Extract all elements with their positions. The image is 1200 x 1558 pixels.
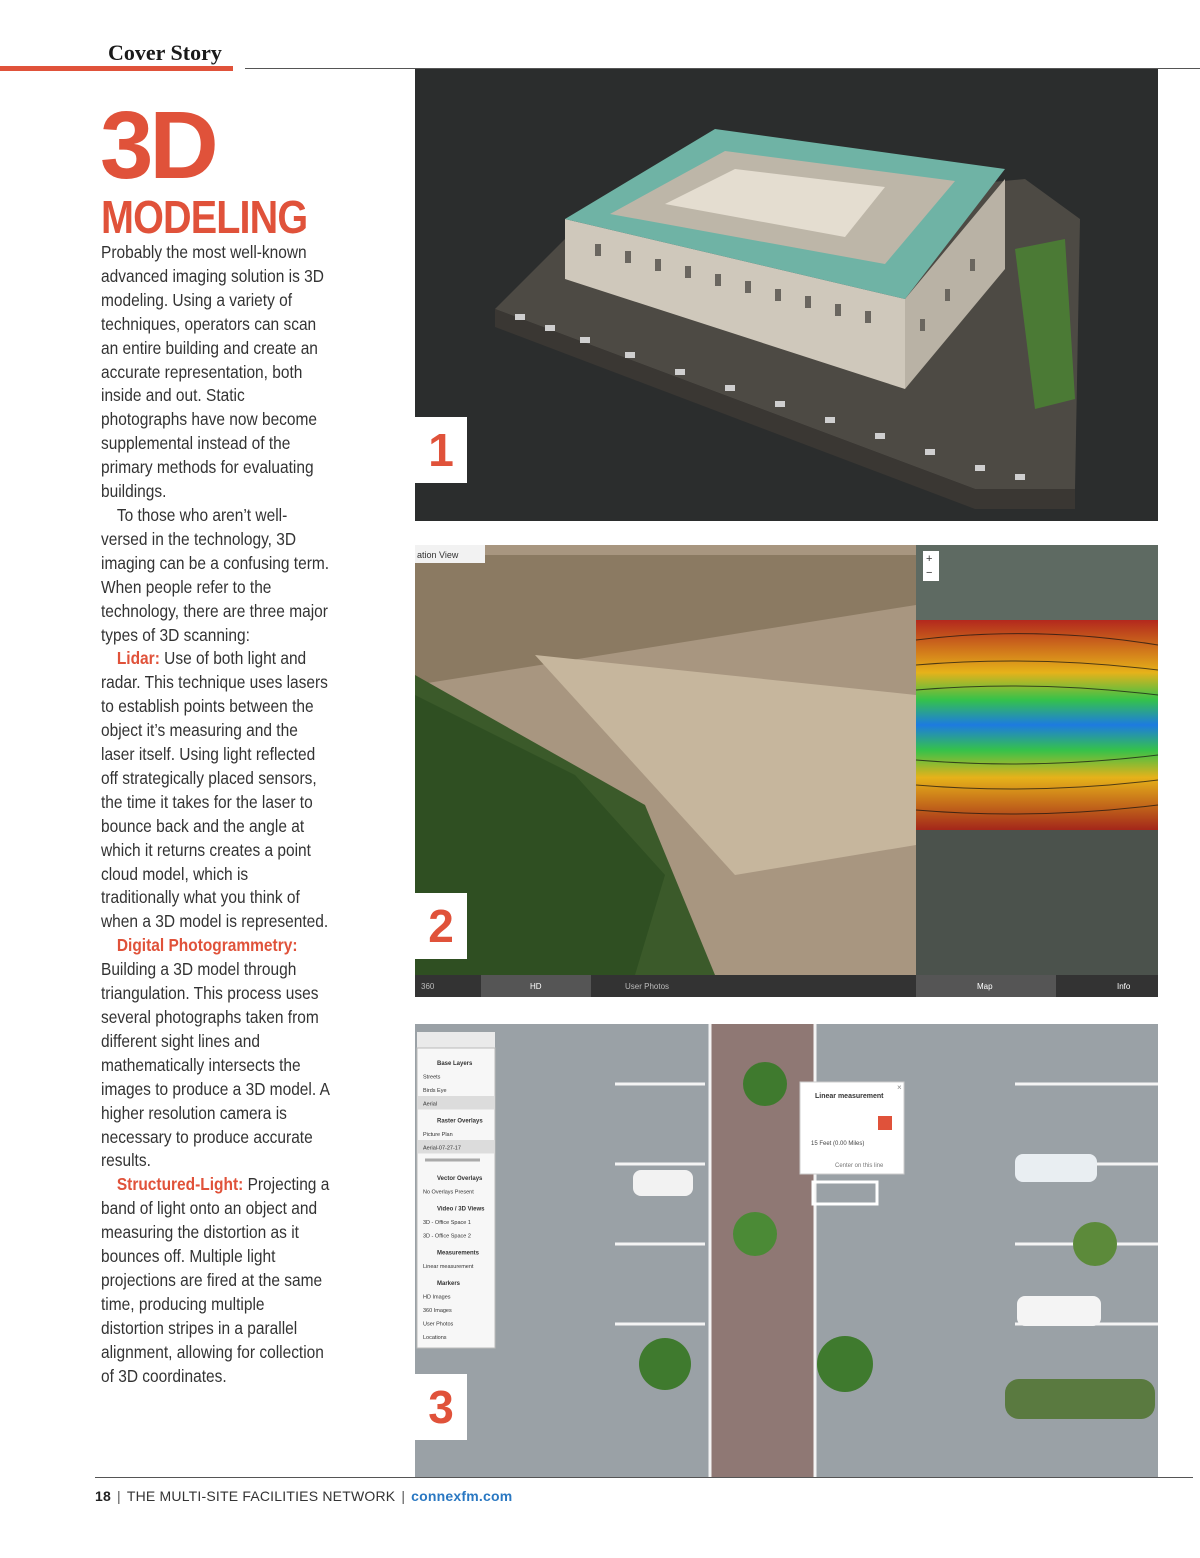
paragraph-intro: Probably the most well-known advanced imaging solution is 3D modeling. Using a variety of techniques, operators can scan an entire building and create an accurate representation, both inside and out. Static photographs have now become supplemental instead of the primary methods for evaluating buildings.	[101, 242, 324, 502]
tab-360[interactable]: 360	[421, 982, 435, 991]
panel-section-header: Video / 3D Views	[437, 1206, 485, 1213]
elevation-illustration	[415, 545, 1158, 997]
parking-map-illustration	[415, 1024, 1158, 1478]
tab-hd[interactable]: HD	[530, 982, 542, 991]
panel-layer-item[interactable]: No Overlays Present	[423, 1189, 474, 1196]
page-number: 18	[95, 1488, 111, 1504]
term-structured-light: Structured-Light:	[116, 1174, 244, 1195]
panel-section-header: Measurements	[437, 1250, 480, 1257]
accent-rule	[0, 66, 233, 71]
panel-section-header: Vector Overlays	[437, 1176, 483, 1182]
paragraph-structured-light	[101, 1173, 330, 1388]
figure-3-parking-map	[415, 1024, 1158, 1478]
panel-layer-item[interactable]: 360 Images	[423, 1308, 452, 1314]
panel-section-header: Markers	[437, 1281, 461, 1287]
popup-measurement-value: 15 Feet (0.00 Miles)	[811, 1141, 865, 1147]
building-model-illustration	[415, 69, 1158, 521]
figure-3-number: 3	[415, 1374, 467, 1440]
panel-layer-item[interactable]: 3D - Office Space 2	[423, 1233, 471, 1240]
footer-separator: |	[401, 1488, 406, 1504]
zoom-out-button[interactable]: −	[926, 567, 933, 579]
panel-layer-item[interactable]: Streets	[423, 1074, 441, 1081]
term-lidar: Lidar:	[116, 648, 160, 669]
section-label: Cover Story	[108, 40, 222, 65]
term-photogrammetry: Digital Photogrammetry:	[116, 935, 298, 956]
opacity-slider[interactable]	[425, 1159, 480, 1162]
panel-section-header: Raster Overlays	[437, 1118, 483, 1125]
panel-layer-item[interactable]: Aerial	[423, 1101, 438, 1108]
paragraph-lidar	[101, 647, 330, 934]
panel-layer-item[interactable]: Locations	[423, 1335, 447, 1341]
zoom-in-button[interactable]: +	[926, 553, 933, 565]
publication-name: THE MULTI-SITE FACILITIES NETWORK	[126, 1488, 396, 1504]
panel-layer-item[interactable]: Aerial-07-27-17	[423, 1145, 461, 1152]
panel-section-header: Base Layers	[437, 1061, 473, 1067]
headline-3d: 3D	[100, 92, 215, 199]
lidar-text: Use of both light and radar. This technique uses lasers to establish points between the object it’s measuring and the laser itself. Using light reflected off strategically placed sensors, the time it takes for the laser to bounce back and the angle at which it returns creates a point cloud model, which is traditionally what you think of when a 3D model is represented.	[101, 648, 329, 932]
panel-layer-item[interactable]: HD Images	[423, 1294, 451, 1301]
elevation-view-tab[interactable]: ation View	[417, 550, 459, 560]
structured-light-text: Projecting a band of light onto an object and measuring the distortion as it bounces off. Multiple light projections are fired at the same time, producing multiple distortion stripes in a parallel alignment, allowing for collection of 3D coordinates.	[101, 1174, 330, 1386]
popup-close-button[interactable]: ×	[897, 1083, 902, 1092]
tab-map[interactable]: Map	[977, 982, 993, 991]
headline-modeling: MODELING	[101, 191, 308, 243]
website-link[interactable]: connexfm.com	[411, 1488, 513, 1504]
panel-layer-item[interactable]: User Photos	[423, 1321, 454, 1328]
figure-1-number: 1	[415, 417, 467, 483]
page-footer	[95, 1488, 512, 1504]
panel-layer-item[interactable]: 3D - Office Space 1	[423, 1220, 471, 1226]
popup-title: Linear measurement	[815, 1093, 884, 1100]
paragraph-photogrammetry	[101, 934, 330, 1173]
article-body	[101, 241, 330, 1389]
tab-user-photos[interactable]: User Photos	[625, 982, 670, 991]
popup-center-link[interactable]: Center on this line	[835, 1163, 884, 1169]
photogrammetry-text: Building a 3D model through triangulation. This process uses several photographs taken from different sight lines and mathematically intersects the images to produce a 3D model. A higher resolution camera is necessary to produce accurate results.	[101, 959, 330, 1171]
figure-2-number: 2	[415, 893, 467, 959]
paragraph-types: To those who aren’t well-versed in the technology, 3D imaging can be a confusing term. When people refer to the technology, there are three major types of 3D scanning:	[101, 504, 330, 645]
figure-1-building-model	[415, 69, 1158, 521]
figure-2-elevation-view	[415, 545, 1158, 997]
footer-separator: |	[116, 1488, 121, 1504]
panel-layer-item[interactable]: Linear measurement	[423, 1264, 474, 1270]
panel-layer-item[interactable]: Birds Eye	[423, 1088, 447, 1094]
panel-layer-item[interactable]: Picture Plan	[423, 1132, 453, 1138]
tab-info[interactable]: Info	[1117, 982, 1131, 991]
footer-rule	[95, 1477, 1193, 1478]
popup-color-swatch[interactable]	[878, 1116, 892, 1130]
